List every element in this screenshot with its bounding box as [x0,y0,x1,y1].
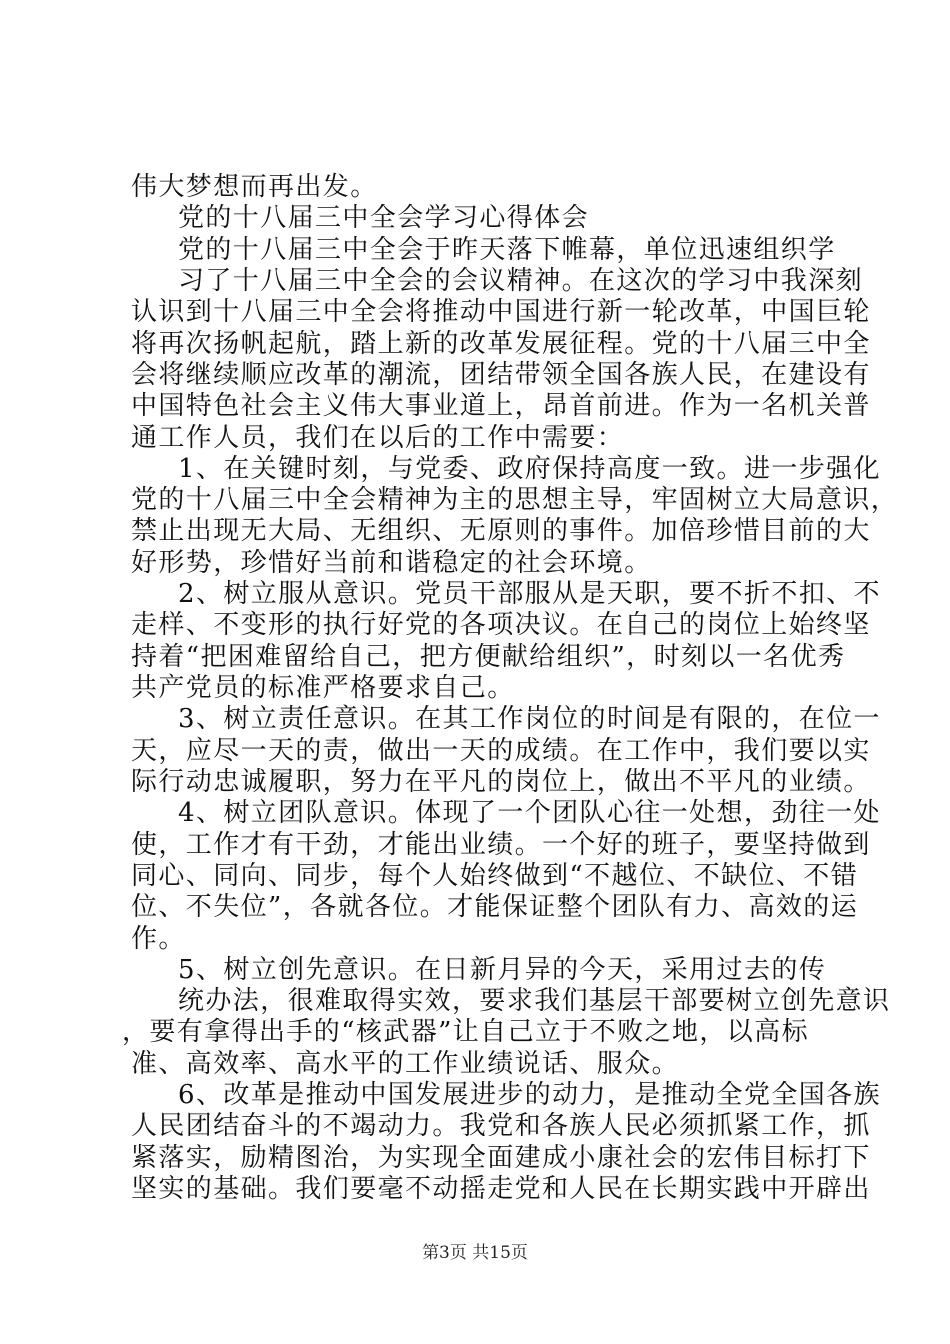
text-line: 将再次扬帆起航，踏上新的改革发展征程。党的十八届三中全 [131,329,871,359]
page-footer: 第3页 共15页 [422,1243,528,1263]
text-line: 4、树立团队意识。体现了一个团队心往一处想，劲往一处 [178,798,881,828]
text-line: 持着“把困难留给自己，把方便献给组织”，时刻以一名优秀 [131,642,846,672]
text-line: 伟大梦想而再出发。 [131,172,378,202]
text-line: 位、不失位”，各就各位。才能保证整个团队有力、高效的运 [131,892,859,922]
text-line: 3、树立责任意识。在其工作岗位的时间是有限的，在位一 [178,704,881,734]
text-line: 准、高效率、高水平的工作业绩说话、服众。 [131,1049,680,1079]
text-line: 统办法，很难取得实效，要求我们基层干部要树立创先意识 [178,986,891,1016]
text-line: 天，应尽一天的责，做出一天的成绩。在工作中，我们要以实 [131,736,871,766]
text-line: 习了十八届三中全会的会议精神。在这次的学习中我深刻 [178,266,864,296]
text-line: 认识到十八届三中全会将推动中国进行新一轮改革，中国巨轮 [131,297,871,327]
text-line: ，要有拿得出手的“核武器”让自己立于不败之地，以高标 [122,1017,809,1047]
text-line: 人民团结奋斗的不竭动力。我党和各族人民必须抓紧工作，抓 [131,1111,871,1141]
text-line: 走样、不变形的执行好党的各项决议。在自己的岗位上始终坚 [131,610,871,640]
text-line: 党的十八届三中全会学习心得体会 [178,203,590,233]
text-line: 6、改革是推动中国发展进步的动力，是推动全党全国各族 [178,1080,881,1110]
text-line: 好形势，珍惜好当前和谐稳定的社会环境。 [131,548,652,578]
text-line: 会将继续顺应改革的潮流，团结带领全国各族人民，在建设有 [131,360,871,390]
text-line: 同心、同向、同步，每个人始终做到“不越位、不缺位、不错 [131,861,859,891]
text-line: 紧落实，励精图治，为实现全面建成小康社会的宏伟目标打下 [131,1143,871,1173]
text-line: 际行动忠诚履职，努力在平凡的岗位上，做出不平凡的业绩。 [131,767,871,797]
text-line: 中国特色社会主义伟大事业道上，昂首前进。作为一名机关普 [131,391,871,421]
text-line: 党的十八届三中全会精神为主的思想主导，牢固树立大局意识， [131,485,899,515]
text-line: 通工作人员，我们在以后的工作中需要： [131,423,625,453]
text-line: 共产党员的标准严格要求自己。 [131,673,515,703]
text-line: 作。 [131,924,186,954]
text-line: 2、树立服从意识。党员干部服从是天职，要不折不扣、不 [178,579,881,609]
text-line: 党的十八届三中全会于昨天落下帷幕，单位迅速组织学 [178,235,836,265]
text-line: 5、树立创先意识。在日新月异的今天，采用过去的传 [178,955,827,985]
text-line: 使，工作才有干劲，才能出业绩。一个好的班子，要坚持做到 [131,830,871,860]
text-line: 1、在关键时刻，与党委、政府保持高度一致。进一步强化 [178,454,881,484]
text-line: 坚实的基础。我们要毫不动摇走党和人民在长期实践中开辟出 [131,1174,871,1204]
text-line: 禁止出现无大局、无组织、无原则的事件。加倍珍惜目前的大 [131,516,871,546]
